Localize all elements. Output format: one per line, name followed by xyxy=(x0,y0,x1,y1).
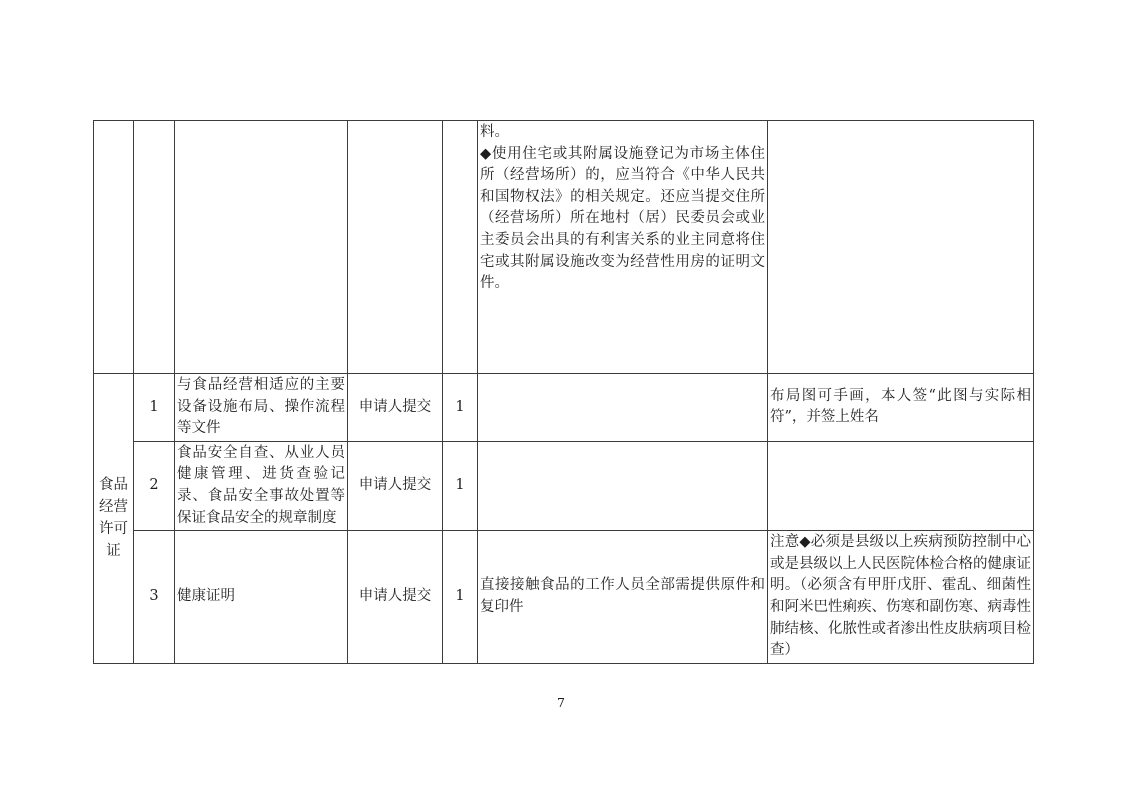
continuation-paragraph: ◆使用住宅或其附属设施登记为市场主体住所（经营场所）的，应当符合《中华人民共和国物权法》的相关规定。还应当提交住所（经营场所）所在地村（居）民委员会或业主委员会出具的有利害关系的业主同意将住宅或其附属设施改变为经营性用房的证明文件。 xyxy=(480,145,765,292)
remark-cell: 注意◆必须是县级以上疾病预防控制中心或是县级以上人民医院体检合格的健康证明。（必须含有甲肝戊肝、霍乱、细菌性和阿米巴性痢疾、伤寒和副伤寒、病毒性肺结核、化脓性或者渗出性皮肤病项目检查） xyxy=(768,531,1034,664)
seq-cell-empty xyxy=(134,121,175,374)
copies-cell: 1 xyxy=(443,374,478,442)
category-cell-empty xyxy=(94,121,134,374)
submitter-cell: 申请人提交 xyxy=(348,531,443,664)
material-cell: 健康证明 xyxy=(175,531,348,664)
submitter-cell-empty xyxy=(348,121,443,374)
copies-cell: 1 xyxy=(443,531,478,664)
material-cell: 与食品经营相适应的主要设备设施布局、操作流程等文件 xyxy=(175,374,348,442)
description-cell: 直接接触食品的工作人员全部需提供原件和复印件 xyxy=(478,531,768,664)
submitter-cell: 申请人提交 xyxy=(348,374,443,442)
copies-cell-empty xyxy=(443,121,478,374)
seq-cell: 2 xyxy=(134,441,175,530)
license-materials-table xyxy=(93,120,1034,664)
table-row-continuation xyxy=(94,121,1034,374)
material-cell: 食品安全自查、从业人员健康管理、进货查验记录、食品安全事故处置等保证食品安全的规章制度 xyxy=(175,441,348,530)
copies-cell: 1 xyxy=(443,441,478,530)
description-cell-continuation xyxy=(478,121,768,374)
submitter-cell: 申请人提交 xyxy=(348,441,443,530)
category-cell: 食品经营许可证 xyxy=(94,374,134,664)
remark-cell xyxy=(768,441,1034,530)
remark-cell: 布局图可手画，本人签“此图与实际相符”，并签上姓名 xyxy=(768,374,1034,442)
description-cell xyxy=(478,441,768,530)
remark-cell-empty xyxy=(768,121,1034,374)
description-cell xyxy=(478,374,768,442)
table-row-1 xyxy=(94,374,1034,442)
material-cell-empty xyxy=(175,121,348,374)
page-number: 7 xyxy=(557,695,565,710)
seq-cell: 3 xyxy=(134,531,175,664)
continuation-paragraph: 料。 xyxy=(480,124,509,140)
table-row-2 xyxy=(94,441,1034,530)
table-row-3 xyxy=(94,531,1034,664)
seq-cell: 1 xyxy=(134,374,175,442)
